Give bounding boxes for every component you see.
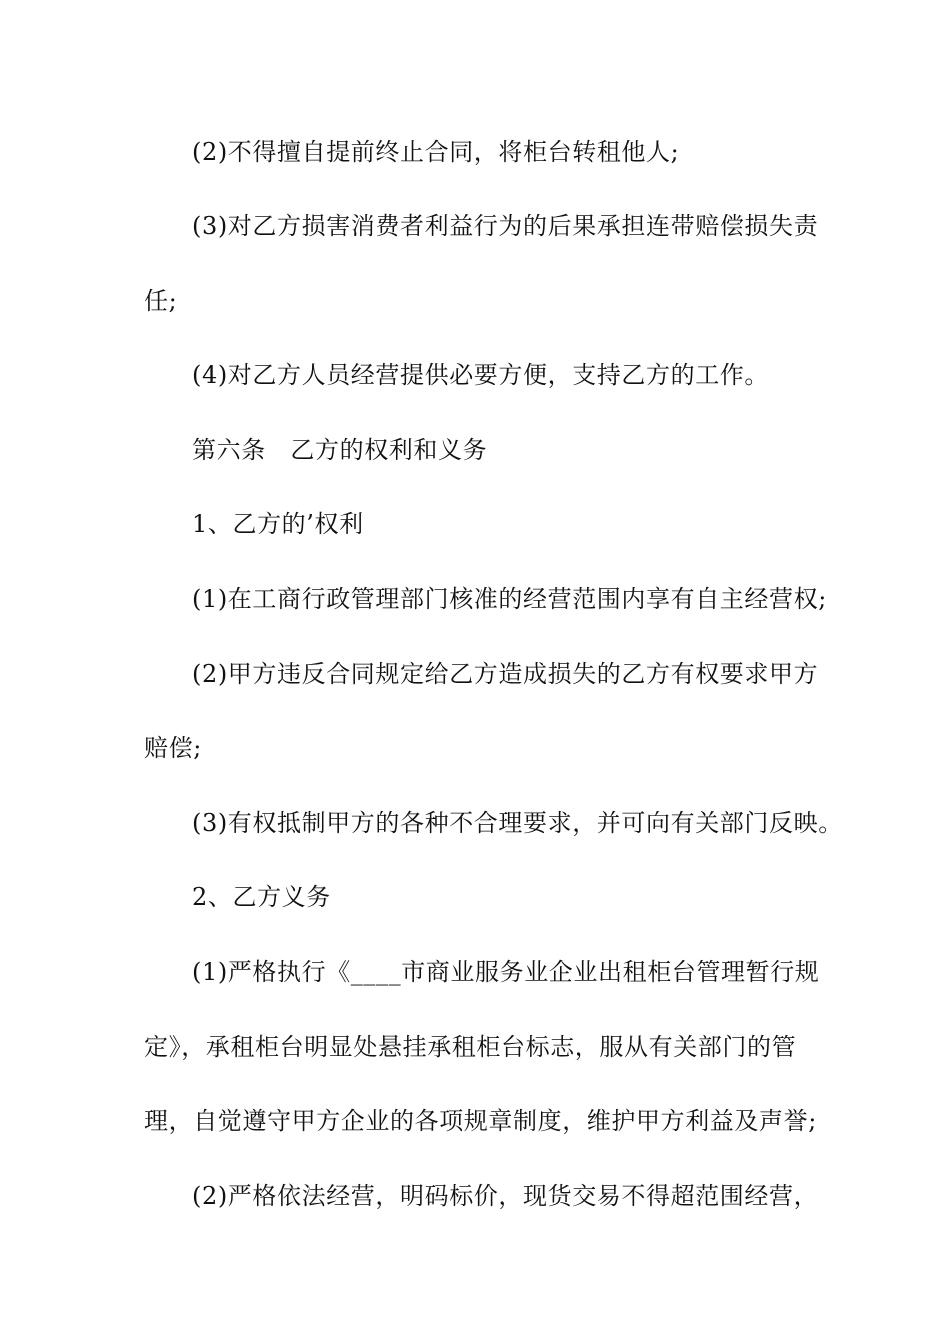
paragraph-line: (2)严格依法经营，明码标价，现货交易不得超范围经营， [192,1182,819,1210]
paragraph-line: 理，自觉遵守甲方企业的各项规章制度，维护甲方利益及声誉; [144,1107,817,1135]
section-heading: 第六条 乙方的权利和义务 [192,436,488,464]
paragraph-line: 赔偿; [144,734,202,762]
paragraph-line: (2)不得擅自提前终止合同，将柜台转租他人; [192,138,680,166]
paragraph-line: (3)有权抵制甲方的各种不合理要求，并可向有关部门反映。 [192,809,843,837]
paragraph-line: 任; [144,287,178,315]
paragraph-line: (3)对乙方损害消费者利益行为的后果承担连带赔偿损失责 [192,212,819,240]
paragraph-line: (1)严格执行《____市商业服务业企业出租柜台管理暂行规 [192,958,820,986]
paragraph-line: (2)甲方违反合同规定给乙方造成损失的乙方有权要求甲方 [192,660,819,688]
subsection-heading: 1、乙方的’权利 [192,510,364,538]
paragraph-line: 定》，承租柜台明显处悬挂承租柜台标志，服从有关部门的管 [144,1033,797,1061]
paragraph-line: (1)在工商行政管理部门核准的经营范围内享有自主经营权; [192,585,827,613]
paragraph-line: (4)对乙方人员经营提供必要方便，支持乙方的工作。 [192,361,769,389]
subsection-heading: 2、乙方义务 [192,883,331,911]
